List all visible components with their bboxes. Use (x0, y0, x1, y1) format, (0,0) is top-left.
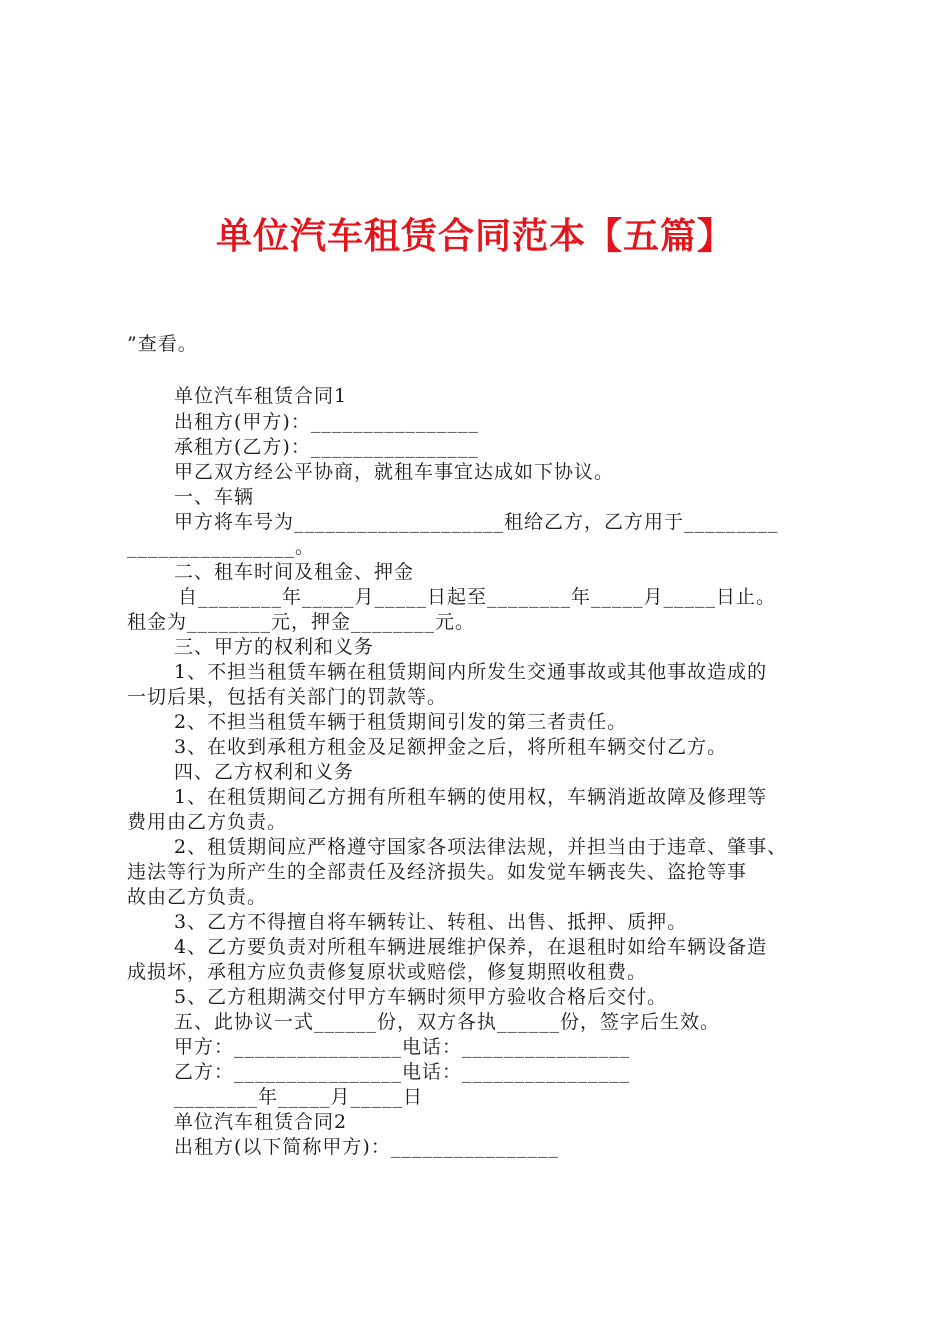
document-title: 单位汽车租赁合同范本【五篇】 (215, 215, 734, 257)
lessee-line: 承租方(乙方)：________________ (174, 436, 479, 458)
lessor-line: 出租方(甲方)：________________ (174, 411, 479, 433)
contract-2-lessor-line: 出租方(以下简称甲方)：________________ (174, 1136, 559, 1158)
section-1-body-1: 甲方将车号为____________________租给乙方，乙方用于_________ (174, 511, 779, 533)
section-4-item-5: 5、乙方租期满交付甲方车辆时须甲方验收合格后交付。 (174, 986, 668, 1008)
section-4-item-2a: 2、租赁期间应严格遵守国家各项法律法规，并担当由于违章、肇事、 (174, 836, 788, 858)
agreement-line: 甲乙双方经公平协商，就租车事宜达成如下协议。 (174, 461, 615, 483)
party-a-signature-line: 甲方：________________电话：________________ (174, 1036, 631, 1058)
section-1-body-2: ________________。 (127, 536, 316, 558)
intro-line: ”查看。 (127, 333, 198, 355)
section-2-heading: 二、租车时间及租金、押金 (174, 561, 415, 583)
section-3-heading: 三、甲方的权利和义务 (174, 636, 375, 658)
date-line: ________年_____月_____日 (174, 1086, 424, 1108)
section-3-item-1b: 一切后果，包括有关部门的罚款等。 (127, 686, 448, 708)
section-3-item-3: 3、在收到承租方租金及足额押金之后，将所租车辆交付乙方。 (174, 736, 728, 758)
section-2-body-2: 租金为________元，押金________元。 (127, 611, 476, 633)
section-4-heading: 四、乙方权利和义务 (174, 761, 355, 783)
contract-1-heading: 单位汽车租赁合同1 (174, 385, 348, 407)
section-3-item-1a: 1、不担当租赁车辆在租赁期间内所发生交通事故或其他事故造成的 (174, 661, 768, 683)
section-4-item-2c: 故由乙方负责。 (127, 886, 268, 908)
section-4-item-4a: 4、乙方要负责对所租车辆进展维护保养，在退租时如给车辆设备造 (174, 936, 768, 958)
section-1-heading: 一、车辆 (174, 486, 255, 508)
section-4-item-2b: 违法等行为所产生的全部责任及经济损失。如发觉车辆丧失、盗抢等事 (127, 861, 748, 883)
section-4-item-1a: 1、在租赁期间乙方拥有所租车辆的使用权，车辆消逝故障及修理等 (174, 786, 768, 808)
section-3-item-2: 2、不担当租赁车辆于租赁期间引发的第三者责任。 (174, 711, 628, 733)
section-4-item-4b: 成损坏，承租方应负责修复原状或赔偿，修复期照收租费。 (127, 961, 648, 983)
section-5-line: 五、此协议一式______份，双方各执______份，签字后生效。 (174, 1011, 721, 1033)
party-b-signature-line: 乙方：________________电话：________________ (174, 1061, 631, 1083)
section-4-item-3: 3、乙方不得擅自将车辆转让、转租、出售、抵押、质押。 (174, 911, 688, 933)
section-4-item-1b: 费用由乙方负责。 (127, 811, 288, 833)
section-2-body-1: 自________年_____月_____日起至________年_____月_____日止。 (178, 586, 777, 608)
contract-2-heading: 单位汽车租赁合同2 (174, 1111, 348, 1133)
